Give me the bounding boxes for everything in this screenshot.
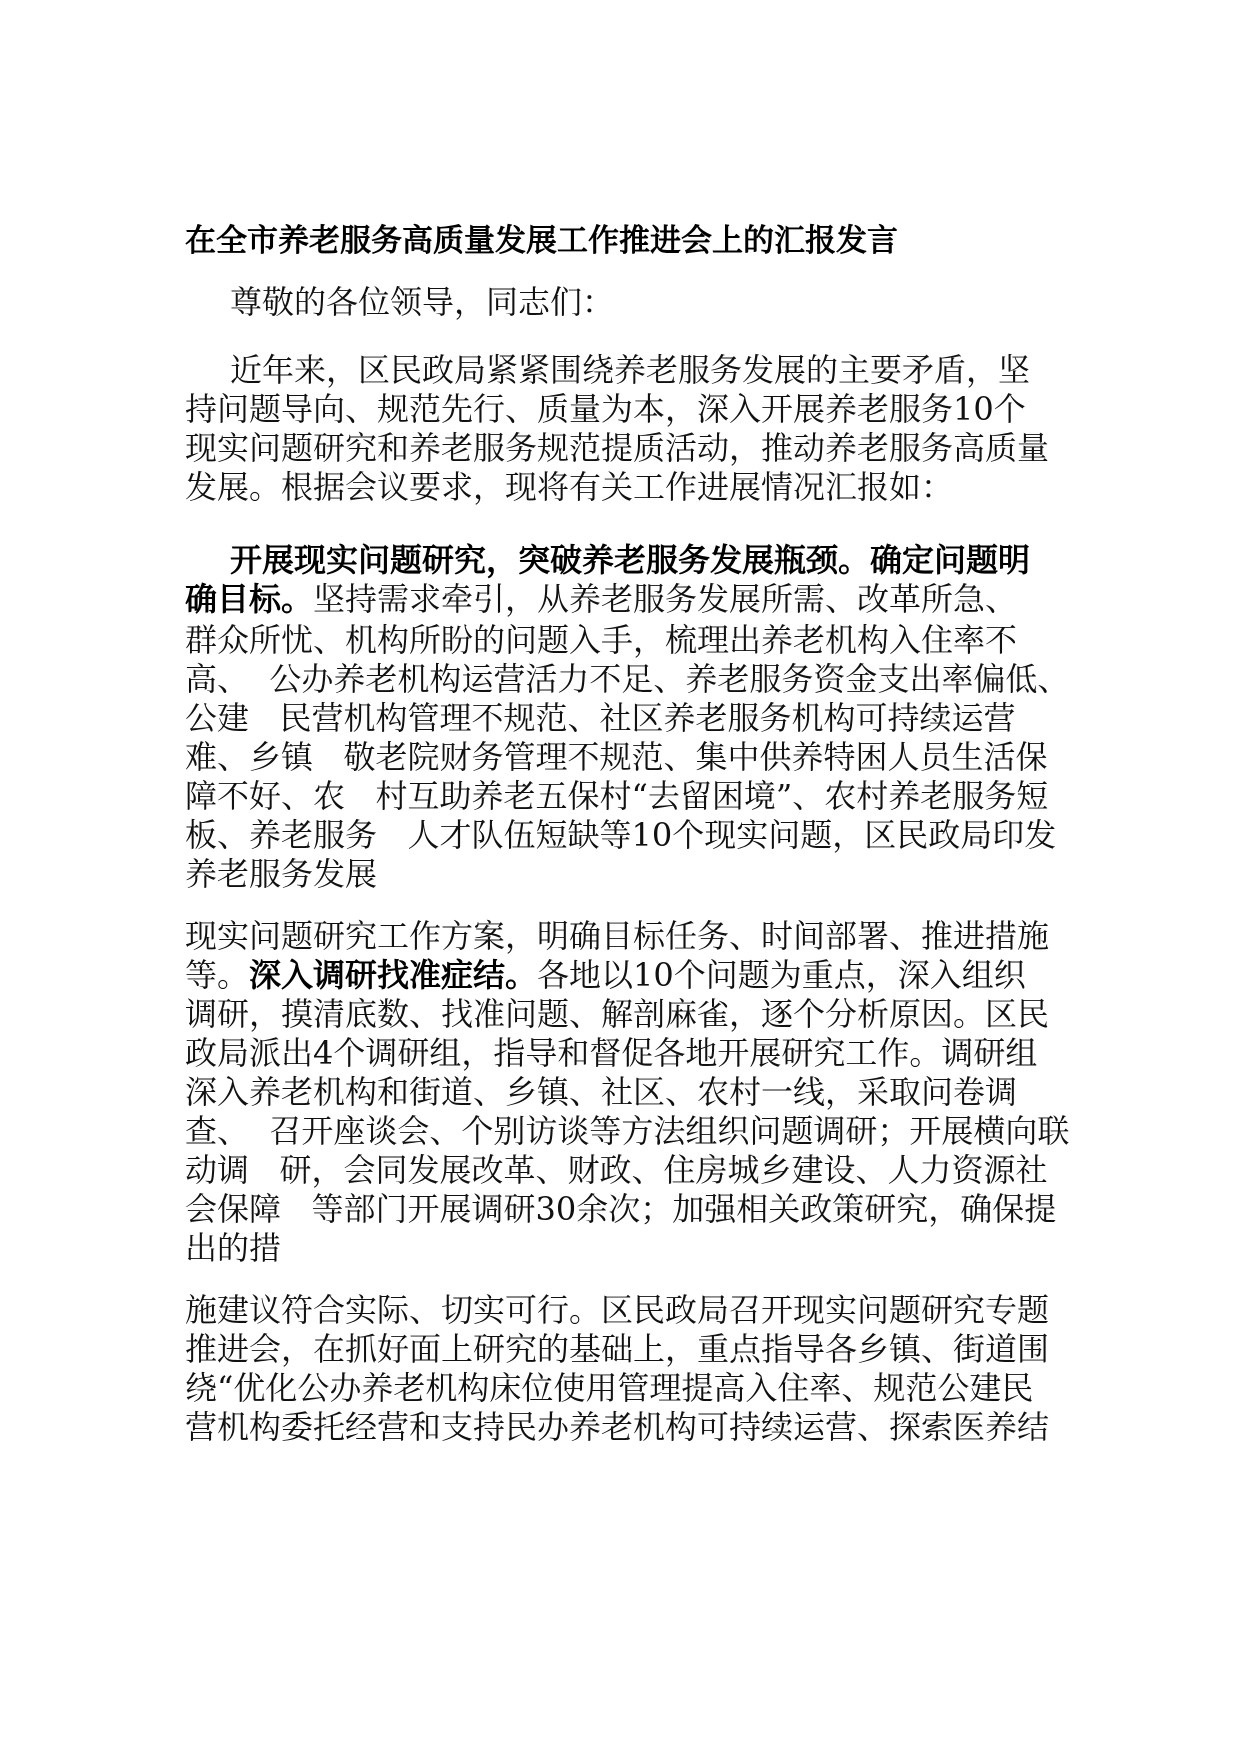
intro-line: 近年来，区民政局紧紧围绕养老服务发展的主要矛盾，坚 xyxy=(230,351,1031,389)
section2-text-pre: 等。 xyxy=(185,956,250,994)
section3-line: 绕“优化公办养老机构床位使用管理提高入住率、规范公建民 xyxy=(185,1369,1034,1407)
section2-line xyxy=(185,956,1026,995)
intro-line: 现实问题研究和养老服务规范提质活动，推动养老服务高质量 xyxy=(185,429,1050,467)
section1-line xyxy=(185,580,1017,619)
section1-subheading: 确目标。 xyxy=(185,580,314,618)
section1-line: 障不好、农 村互助养老五保村“去留困境”、农村养老服务短 xyxy=(185,777,1049,815)
section2-line: 调研，摸清底数、找准问题、解剖麻雀，逐个分析原因。区民 xyxy=(185,995,1050,1033)
document-title: 在全市养老服务高质量发展工作推进会上的汇报发言 xyxy=(185,223,898,259)
intro-line: 持问题导向、规范先行、质量为本，深入开展养老服务10个 xyxy=(185,390,1026,428)
section2-line: 会保障 等部门开展调研30余次；加强相关政策研究，确保提 xyxy=(185,1190,1057,1228)
section1-line: 群众所忧、机构所盼的问题入手，梳理出养老机构入住率不 xyxy=(185,621,1018,659)
section3-line: 施建议符合实际、切实可行。区民政局召开现实问题研究专题 xyxy=(185,1291,1050,1329)
section2-line: 动调 研，会同发展改革、财政、住房城乡建设、人力资源社 xyxy=(185,1151,1048,1189)
section1-line: 高、 公办养老机构运营活力不足、养老服务资金支出率偏低、 xyxy=(185,660,1070,698)
section2-line: 出的措 xyxy=(185,1229,282,1267)
section1-heading: 开展现实问题研究，突破养老服务发展瓶颈。确定问题明 xyxy=(230,541,1031,579)
section2-line: 深入养老机构和街道、乡镇、社区、农村一线，采取问卷调 xyxy=(185,1073,1018,1111)
salutation: 尊敬的各位领导，同志们： xyxy=(230,283,615,321)
section1-line: 公建 民营机构管理不规范、社区养老服务机构可持续运营 xyxy=(185,699,1016,737)
section2-text-post: 各地以10个问题为重点，深入组织 xyxy=(537,956,1026,994)
section1-line: 难、乡镇 敬老院财务管理不规范、集中供养特困人员生活保 xyxy=(185,738,1048,776)
section2-line: 政局派出4个调研组，指导和督促各地开展研究工作。调研组 xyxy=(185,1034,1038,1072)
section2-line: 现实问题研究工作方案，明确目标任务、时间部署、推进措施 xyxy=(185,917,1050,955)
section2-line: 查、 召开座谈会、个别访谈等方法组织问题调研；开展横向联 xyxy=(185,1112,1070,1150)
section2-subheading: 深入调研找准症结。 xyxy=(249,956,538,994)
section1-line: 板、养老服务 人才队伍短缺等10个现实问题，区民政局印发 xyxy=(185,816,1057,854)
section1-text: 坚持需求牵引，从养老服务发展所需、改革所急、 xyxy=(313,580,1018,618)
section3-line: 推进会，在抓好面上研究的基础上，重点指导各乡镇、街道围 xyxy=(185,1330,1050,1368)
section1-line: 养老服务发展 xyxy=(185,855,378,893)
section3-line: 营机构委托经营和支持民办养老机构可持续运营、探索医养结 xyxy=(185,1408,1050,1446)
intro-line: 发展。根据会议要求，现将有关工作进展情况汇报如： xyxy=(185,468,954,506)
